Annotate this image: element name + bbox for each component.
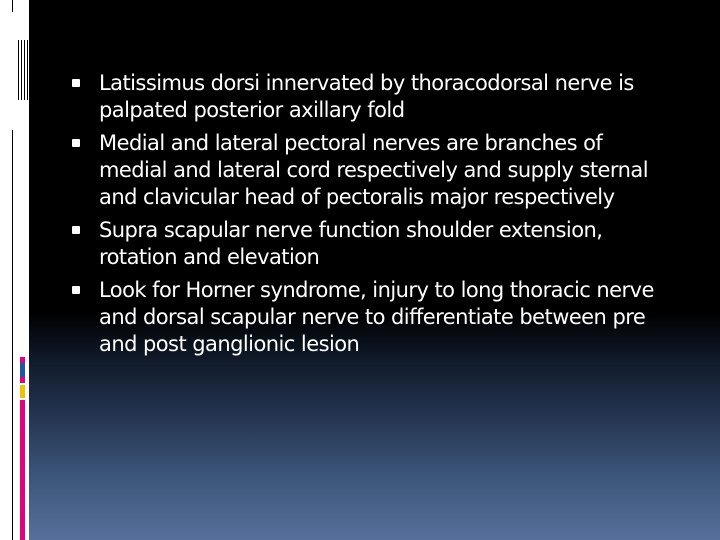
left-decorative-stripes: [0, 40, 29, 100]
bullet-item: [72, 70, 672, 124]
slide-content: [72, 70, 672, 364]
square-bullet-icon: [72, 226, 80, 234]
bullet-item: [72, 277, 672, 358]
decorative-stripe: [27, 40, 28, 100]
decorative-stripe: [24, 40, 25, 100]
bullet-item: [72, 130, 672, 211]
left-decorative-line: [12, 130, 13, 540]
decorative-stripe: [18, 40, 19, 100]
square-bullet-icon: [72, 79, 80, 87]
accent-tab-yellow: [20, 385, 25, 398]
bullet-text: Medial and lateral pectoral nerves are branches of medial and lateral cord respectively and supply sternal and clavicular head of pectoralis major respectively: [99, 131, 648, 209]
bullet-item: [72, 217, 672, 271]
bullet-text: Look for Horner syndrome, injury to long thoracic nerve and dorsal scapular nerve to differentiate between pre and post ganglionic lesion: [99, 278, 654, 356]
accent-tab-magenta: [20, 400, 25, 540]
left-decorative-line: [12, 0, 13, 12]
accent-tab-magenta: [20, 377, 25, 383]
square-bullet-icon: [72, 139, 80, 147]
bullet-list: [72, 70, 672, 358]
left-accent-divider: [25, 357, 27, 540]
decorative-stripe: [21, 40, 22, 100]
bullet-text: Latissimus dorsi innervated by thoracodorsal nerve is palpated posterior axillary fold: [99, 71, 634, 122]
square-bullet-icon: [72, 286, 80, 294]
bullet-text: Supra scapular nerve function shoulder extension, rotation and elevation: [99, 218, 603, 269]
accent-tab-blue: [20, 363, 25, 377]
